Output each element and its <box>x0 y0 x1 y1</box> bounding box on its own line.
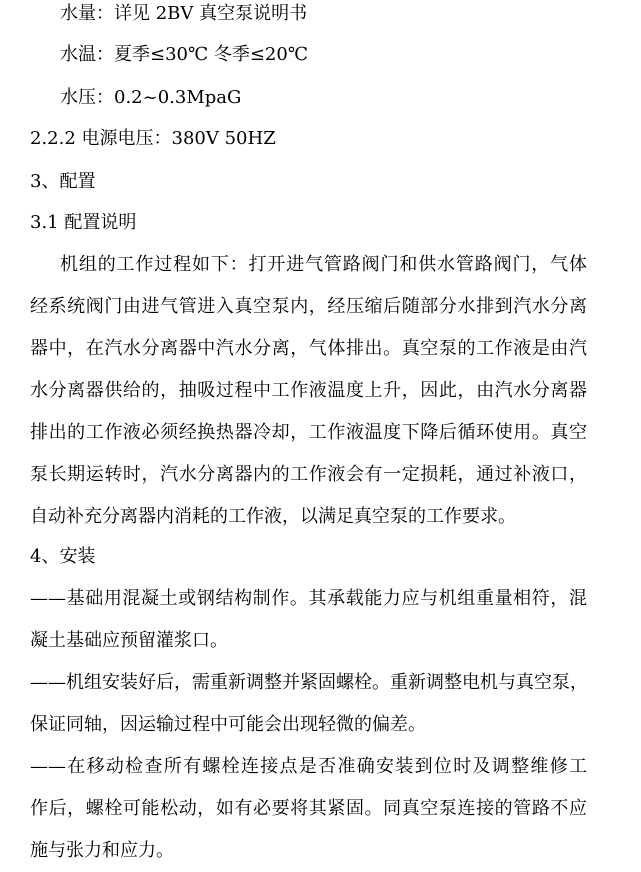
subsection-heading-configuration-notes: 3.1 配置说明 <box>30 212 137 233</box>
installation-item-line: ——在移动检查所有螺栓连接点是否准确安装到位时及调整维修工 <box>30 756 587 777</box>
section-heading-installation: 4、安装 <box>30 546 96 567</box>
paragraph-line: 经系统阀门由进气管进入真空泵内，经压缩后随部分水排到汽水分离 <box>30 296 587 317</box>
power-voltage-line: 2.2.2 电源电压：380V 50HZ <box>30 128 276 149</box>
section-heading-configuration: 3、配置 <box>30 171 96 192</box>
paragraph-line: 器中，在汽水分离器中汽水分离，气体排出。真空泵的工作液是由汽 <box>30 338 587 359</box>
installation-item-line: 作后，螺栓可能松动，如有必要将其紧固。同真空泵连接的管路不应 <box>30 798 587 819</box>
water-temperature-line: 水温：夏季≤30℃ 冬季≤20℃ <box>60 44 308 65</box>
installation-item-line: 保证同轴，因运输过程中可能会出现轻微的偏差。 <box>30 714 426 735</box>
paragraph-line: 泵长期运转时，汽水分离器内的工作液会有一定损耗，通过补液口， <box>30 464 587 485</box>
paragraph-line: 机组的工作过程如下：打开进气管路阀门和供水管路阀门，气体 <box>60 254 587 275</box>
water-volume-line: 水量：详见 2BV 真空泵说明书 <box>60 3 308 24</box>
paragraph-line: 自动补充分离器内消耗的工作液，以满足真空泵的工作要求。 <box>30 506 516 527</box>
installation-item-line: 凝土基础应预留灌浆口。 <box>30 630 228 651</box>
installation-item-line: 施与张力和应力。 <box>30 840 174 861</box>
paragraph-line: 水分离器供给的，抽吸过程中工作液温度上升，因此，由汽水分离器 <box>30 380 587 401</box>
installation-item-line: ——基础用混凝土或钢结构制作。其承载能力应与机组重量相符，混 <box>30 588 587 609</box>
paragraph-line: 排出的工作液必须经换热器冷却，工作液温度下降后循环使用。真空 <box>30 422 587 443</box>
installation-item-line: ——机组安装好后，需重新调整并紧固螺栓。重新调整电机与真空泵， <box>30 672 588 693</box>
water-pressure-line: 水压：0.2~0.3MpaG <box>60 87 242 108</box>
